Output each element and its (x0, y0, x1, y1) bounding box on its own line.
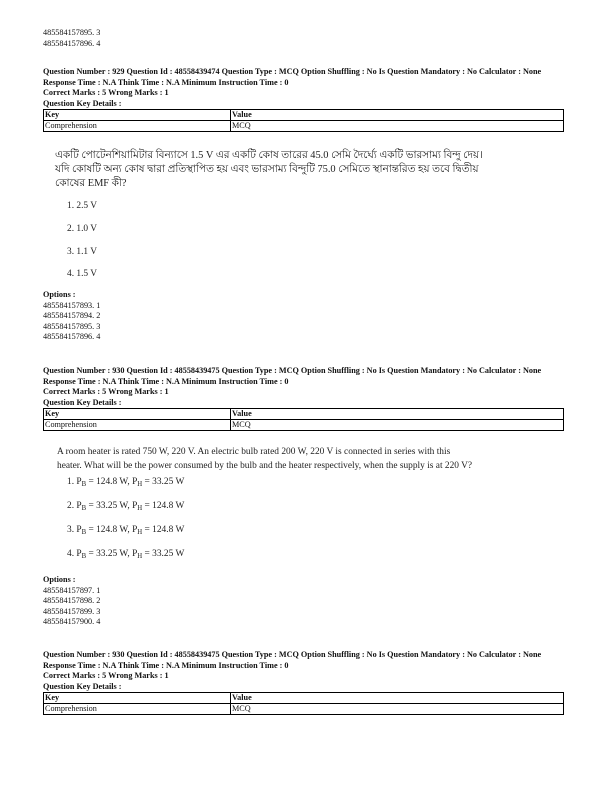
value-cell: MCQ (231, 419, 564, 430)
option-id: 485584157900. 4 (43, 617, 101, 627)
key-header: Key (44, 110, 231, 121)
value-cell: MCQ (231, 703, 564, 714)
key-cell: Comprehension (44, 703, 231, 714)
question-929-choices (43, 199, 570, 289)
question-text-line: heater. What will be the power consumed by the bulb and the heater respectively, when the supply is at 220 V? (57, 461, 473, 471)
key-details-label: Question Key Details : (43, 681, 122, 691)
question-text-line: A room heater is rated 750 W, 220 V. An electric bulb rated 200 W, 220 V is connected in series with this (57, 447, 451, 457)
question-marks: Correct Marks : 5 Wrong Marks : 1 (43, 88, 169, 98)
answer-choice: 1. 2.5 V (67, 201, 98, 211)
question-header: Question Number : 930 Question Id : 48558439475 Question Type : MCQ Option Shuffling : No Is Question Mandatory : No Calculator : None (43, 650, 542, 659)
question-header: Question Number : 930 Question Id : 48558439475 Question Type : MCQ Option Shuffling : No Is Question Mandatory : No Calculator : None (43, 366, 542, 375)
question-text-line: একটি পোটেনশিয়ামিটার বিন্যাসে 1.5 V এর একটি কোষ তারের 45.0 সেমি দৈর্ঘ্যে একটি ভারসাম্য বিন্দু দেয়। (55, 150, 483, 161)
answer-choice: 1. $P_B = 124.8$ W, $P_H = 33.25$ W (67, 477, 185, 488)
option-id: 485584157896. 4 (43, 332, 101, 342)
options-label: Options : (43, 575, 76, 584)
option-id: 485584157894. 2 (43, 311, 101, 321)
question-timing: Response Time : N.A Think Time : N.A Minimum Instruction Time : 0 (43, 77, 289, 87)
question-929 (43, 67, 570, 132)
option-id: 485584157897. 1 (43, 585, 101, 595)
option-id: 485584157899. 3 (43, 606, 101, 616)
option-id: 485584157893. 1 (43, 300, 101, 310)
question-930 (43, 366, 570, 431)
key-details-table (43, 408, 564, 430)
option-id: 485584157898. 2 (43, 596, 101, 606)
question-timing: Response Time : N.A Think Time : N.A Minimum Instruction Time : 0 (43, 376, 289, 386)
question-text-line: কোষের EMF কী? (55, 178, 127, 189)
key-header: Key (44, 409, 231, 420)
answer-choice: 3. 1.1 V (67, 247, 98, 257)
options-label: Options : (43, 290, 76, 299)
answer-choice: 4. $P_B = 33.25$ W, $P_H = 33.25$ W (67, 549, 185, 560)
question-930-choices (43, 475, 570, 571)
answer-choice: 2. $P_B = 33.25$ W, $P_H = 124.8$ W (67, 501, 185, 512)
answer-choice: 2. 1.0 V (67, 224, 98, 234)
question-header: Question Number : 929 Question Id : 48558439474 Question Type : MCQ Option Shuffling : No Is Question Mandatory : No Calculator : None (43, 67, 542, 76)
answer-choice: 3. $P_B = 124.8$ W, $P_H = 124.8$ W (67, 525, 185, 536)
question-929-text (55, 149, 582, 191)
value-header: Value (231, 110, 564, 121)
value-header: Value (231, 693, 564, 704)
value-header: Value (231, 409, 564, 420)
value-cell: MCQ (231, 120, 564, 131)
prev-option-list (43, 28, 570, 49)
question-930-options (43, 575, 570, 628)
question-timing: Response Time : N.A Think Time : N.A Minimum Instruction Time : 0 (43, 660, 289, 670)
question-text-line: যদি কোষটি অন্য কোষ দ্বারা প্রতিস্থাপিত হয় এবং ভারসাম্য বিন্দুটি 75.0 সেমিতে স্থানান্তরিত হয় তবে দ্বিতীয় (55, 164, 479, 175)
key-details-table (43, 692, 564, 714)
question-930-repeat (43, 650, 570, 715)
option-id: 485584157895. 3 (43, 321, 101, 331)
key-details-label: Question Key Details : (43, 397, 122, 407)
key-header: Key (44, 693, 231, 704)
question-930-text (57, 445, 584, 473)
key-cell: Comprehension (44, 120, 231, 131)
question-marks: Correct Marks : 5 Wrong Marks : 1 (43, 671, 169, 681)
key-details-label: Question Key Details : (43, 98, 122, 108)
question-929-options (43, 290, 570, 343)
option-id: 485584157896. 4 (43, 38, 101, 48)
answer-choice: 4. 1.5 V (67, 269, 98, 279)
option-id: 485584157895. 3 (43, 28, 101, 37)
question-marks: Correct Marks : 5 Wrong Marks : 1 (43, 387, 169, 397)
key-cell: Comprehension (44, 419, 231, 430)
key-details-table (43, 109, 564, 131)
